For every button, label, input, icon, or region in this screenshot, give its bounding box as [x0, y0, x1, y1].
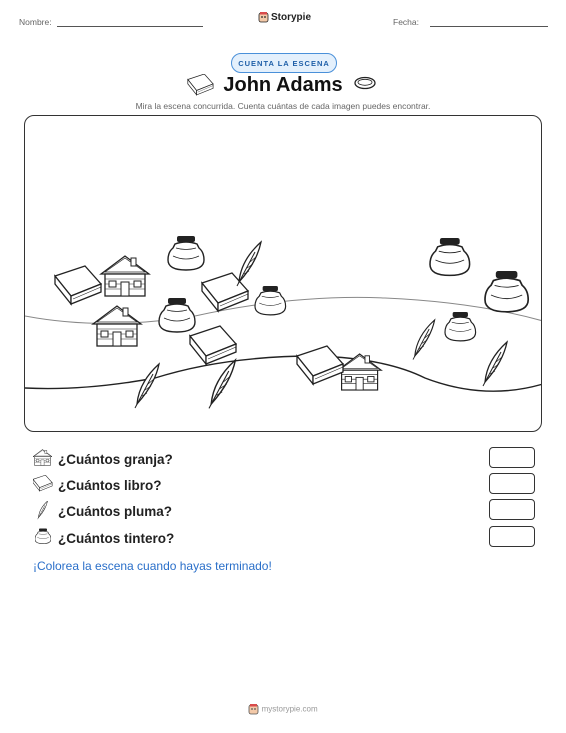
quill-icon	[237, 242, 261, 286]
book-icon	[55, 266, 101, 304]
answer-box-book[interactable]	[489, 473, 535, 494]
counting-scene[interactable]	[24, 115, 542, 432]
farmhouse-icon	[101, 256, 149, 296]
inkwell-icon	[430, 238, 470, 275]
quill-icon	[209, 360, 235, 408]
coloring-instruction: ¡Colorea la escena cuando hayas terminado!	[33, 559, 272, 573]
quill-icon	[36, 501, 50, 520]
farmhouse-icon	[338, 354, 381, 390]
name-field-line[interactable]	[57, 26, 203, 27]
site-url: mystorypie.com	[261, 704, 318, 714]
scene-illustration	[25, 116, 542, 432]
quill-icon	[413, 320, 435, 360]
book-icon	[297, 346, 343, 384]
question-text: ¿Cuántos tintero?	[58, 531, 175, 546]
question-row-farmhouse	[33, 449, 543, 473]
spectacles-icon	[354, 76, 376, 90]
storypie-mascot-icon	[248, 704, 259, 715]
answer-box-inkwell[interactable]	[489, 526, 535, 547]
inkwell-icon	[445, 312, 476, 341]
inkwell-icon	[159, 298, 195, 332]
inkwell-icon	[35, 528, 51, 545]
page-title: John Adams	[223, 74, 343, 96]
question-text: ¿Cuántos pluma?	[58, 504, 172, 519]
brand-logo	[258, 12, 311, 23]
date-label: Fecha:	[393, 17, 419, 27]
question-text: ¿Cuántos granja?	[58, 452, 173, 467]
site-footer	[0, 704, 566, 715]
inkwell-icon	[168, 236, 204, 270]
answer-box-farmhouse[interactable]	[489, 447, 535, 468]
answer-box-quill[interactable]	[489, 499, 535, 520]
question-row-book	[33, 475, 543, 499]
inkwell-icon	[255, 286, 286, 315]
book-icon	[190, 326, 236, 364]
quill-icon	[135, 364, 159, 408]
instructions-subtitle: Mira la escena concurrida. Cuenta cuántas de cada imagen puedes encontrar.	[135, 101, 431, 111]
storypie-mascot-icon	[258, 12, 269, 23]
activity-badge: CUENTA LA ESCENA	[231, 53, 337, 73]
question-row-quill	[33, 501, 543, 525]
brand-name: Storypie	[271, 12, 312, 23]
question-row-inkwell	[33, 528, 543, 552]
farmhouse-icon	[93, 306, 141, 346]
quill-icon	[483, 342, 507, 386]
worksheet-header	[0, 12, 566, 32]
date-field-line[interactable]	[430, 26, 548, 27]
farmhouse-icon	[33, 449, 52, 466]
book-icon	[33, 475, 53, 492]
inkwell-icon	[485, 271, 528, 312]
question-text: ¿Cuántos libro?	[58, 478, 162, 493]
name-label: Nombre:	[19, 17, 52, 27]
